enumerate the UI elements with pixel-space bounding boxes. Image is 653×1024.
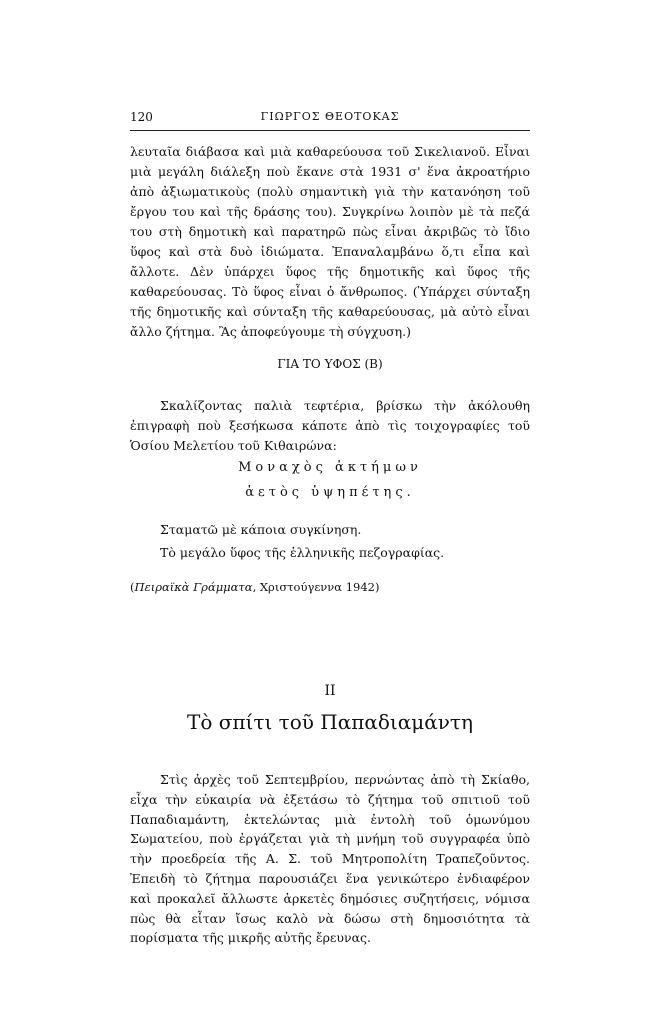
inscription-line-1: Μοναχὸς ἀκτήμων xyxy=(238,460,422,475)
paragraph-continuation: λευταῖα διάβασα καὶ μιὰ καθαρεύουσα τοῦ Σικελιανοῦ. Εἶναι μιὰ μεγάλη διάλεξη ποὺ ἔκανε στὰ 1931 σ' ἕνα ἀκροατήριο ἀπὸ ἀξιωματικοὺς (πολὺ σημαντικὴ γιὰ τὴν κατανόηση τοῦ ἔργου του καὶ τῆς δράσης του). Συγκρίνω λοιπὸν μὲ τὰ πεζά του στὴ δημοτικὴ καὶ παρατηρῶ πὼς εἶναι ἀκριβῶς τὸ ἴδιο ὕφος καὶ στὰ δυὸ ἰδιώματα. Ἐπαναλαμβάνω ὅ,τι εἶπα καὶ ἄλλοτε. Δὲν ὑπάρχει ὕφος τῆς δημοτικῆς καὶ ὕφος τῆς καθαρεύουσας. Τὸ ὕφος εἶναι ὁ ἄνθρωπος. (Ὑπάρχει σύνταξη τῆς δημοτικῆς καὶ σύνταξη τῆς καθαρεύουσας, μὰ αὐτὸ εἶναι ἄλλο ζήτημα. Ἂς ἀποφεύγουμε τὴ σύγχυση.) xyxy=(130,144,530,339)
source-journal: Πειραϊκὰ Γράμματα xyxy=(134,580,253,594)
essay-subheading: ΓΙΑ ΤΟ ΥΦΟΣ (Β) xyxy=(277,357,383,371)
closing-line-2: Τὸ μεγάλο ὕφος τῆς ἑλληνικῆς πεζογραφίας. xyxy=(160,545,445,560)
source-date: , Χριστούγεννα 1942) xyxy=(252,580,380,594)
section-paragraph: Στὶς ἀρχὲς τοῦ Σεπτεμβρίου, περνώντας ἀπὸ τὴ Σκίαθο, εἶχα τὴν εὐκαιρία νὰ ἐξετάσω τὸ ζήτημα τοῦ σπιτιοῦ τοῦ Παπαδιαμάντη, ἐκτελώντας μιὰ ἐντολὴ τοῦ ὁμωνύμου Σωματείου, ποὺ ἐργάζεται γιὰ τὴ μνήμη τοῦ συγγραφέα ὑπὸ τὴν προεδρεία τῆς Α. Σ. τοῦ Μητροπολίτη Τραπεζοῦντος. Ἐπειδὴ τὸ ζήτημα παρουσιάζει ἕνα γενικώτερο ἐνδιαφέρον καὶ προκαλεῖ ἄλλωστε ἀρκετὲς δημόσιες συζητήσεις, νόμισα πὼς θὰ εἶταν ἴσως καλὸ νὰ δώσω στὴ δημοσιότητα τὰ πορίσματα τῆς μικρῆς αὐτῆς ἔρευνας. xyxy=(130,772,530,946)
source-citation xyxy=(130,580,530,594)
header-rule xyxy=(130,130,530,131)
closing-line-1: Σταματῶ μὲ κάποια συγκίνηση. xyxy=(160,522,362,537)
section-title: Τὸ σπίτι τοῦ Παπαδιαμάντη xyxy=(187,710,473,734)
section-number: II xyxy=(324,683,336,699)
running-head xyxy=(130,110,530,128)
inscription-line-2: ἀετὸς ὑψηπέτης. xyxy=(245,485,415,500)
page-number: 120 xyxy=(130,110,153,124)
running-title: ΓΙΩΡΓΟΣ ΘΕΟΤΟΚΑΣ xyxy=(260,110,400,123)
paragraph-inscription-intro: Σκαλίζοντας παλιὰ τεφτέρια, βρίσκω τὴν ἀκόλουθη ἐπιγραφὴ ποὺ ξεσήκωσα κάποτε ἀπὸ τὶς τοιχογραφίες τοῦ Ὁσίου Μελετίου τοῦ Κιθαιρώνα: xyxy=(130,398,530,453)
source-open-paren: ( xyxy=(130,580,135,594)
